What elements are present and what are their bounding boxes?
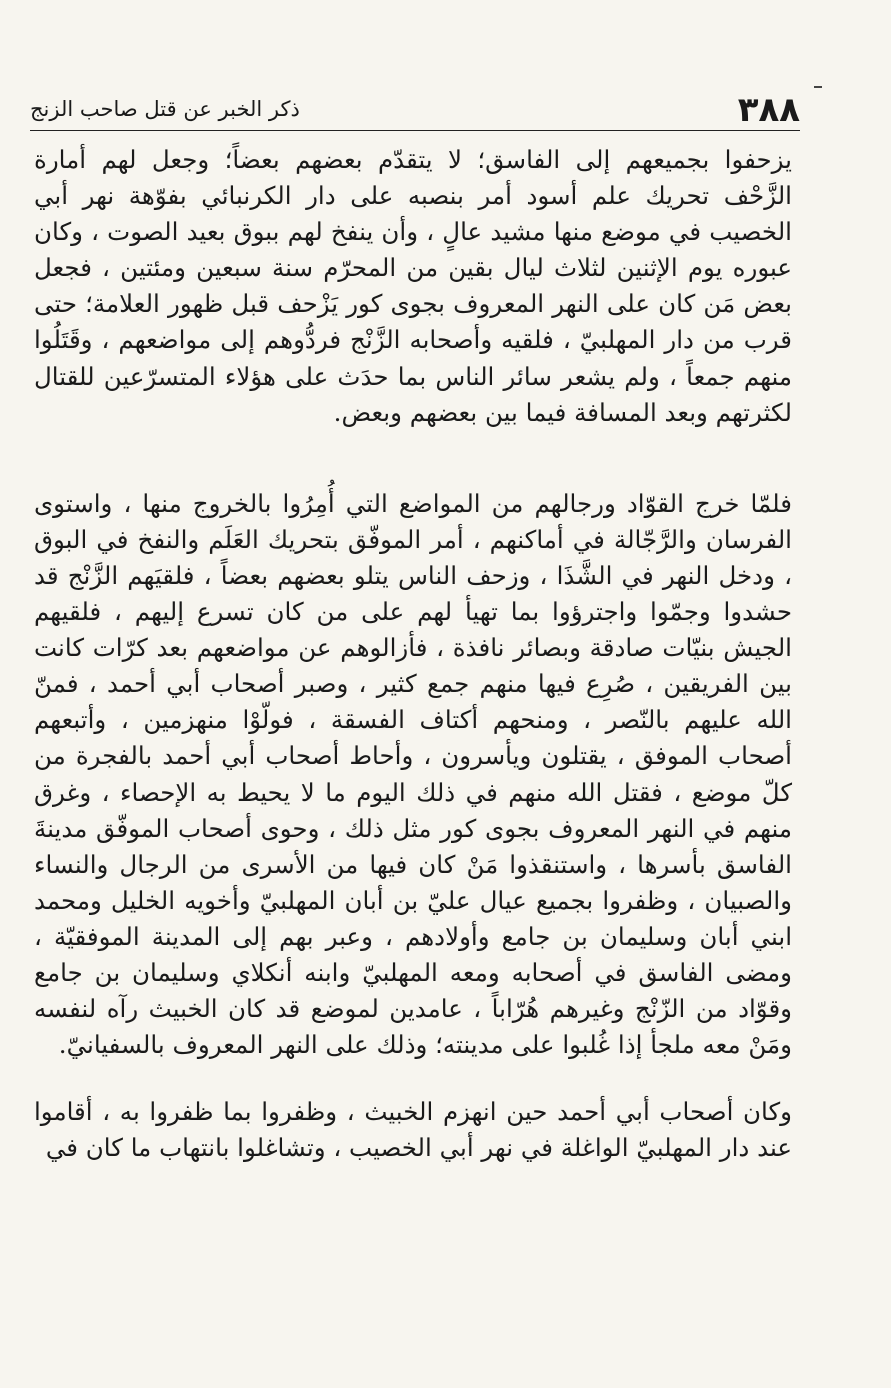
- paragraph-1: يزحفوا بجميعهم إلى الفاسق؛ لا يتقدّم بعضهم بعضاً؛ وجعل لهم أمارة الزَّحْف تحريك علم أسود أمر بنصبه على دار الكرنبائي بفوّهة نهر أبي الخصيب في موضع منها مشيد عالٍ ، وأن ينفخ لهم ببوق بعيد الصوت ، وكان عبوره يوم الإثنين لثلاث ليال بقين من المحرّم سنة سبعين ومئتين ، فجعل بعض مَن كان على النهر المعروف بجوى كور يَزْحف قبل ظهور العلامة؛ حتى قرب من دار المهلبيّ ، فلقيه وأصحابه الزَّنْج فردُّوهم إلى مواضعهم ، وقَتَلُوا منهم جمعاً ، ولم يشعر سائر الناس بما حدَث على هؤلاء المتسرّعين للقتال لكثرتهم وبعد المسافة فيما بين بعضهم وبعض.: [34, 145, 792, 427]
- margin-mark: [814, 86, 822, 88]
- page-header: [30, 86, 800, 131]
- page-number: ٣٨٨: [737, 90, 800, 130]
- paragraph-2: فلمّا خرج القوّاد ورجالهم من المواضع التي أُمِرُوا بالخروج منها ، واستوى الفرسان والرَّجّالة في أماكنهم ، أمر الموفّق بتحريك العَلَم والنفخ في البوق ، ودخل النهر في الشَّذَا ، وزحف الناس يتلو بعضهم بعضاً ، فلقيَهم الزَّنْج قد حشدوا وجمّوا واجترؤوا بما تهيأ لهم على من كان تسرع إليهم ، فلقيهم الجيش بنيّات صادقة وبصائر نافذة ، فأزالوهم عن مواضعهم بعد كرّات كانت بين الفريقين ، صُرِع فيها منهم جمع كثير ، وصبر أصحاب أبي أحمد ، فمنّ الله عليهم بالنّصر ، ومنحهم أكتاف الفسقة ، فولّوْا منهزمين ، وأتبعهم أصحاب الموفق ، يقتلون ويأسرون ، وأحاط أصحاب أبي أحمد بالفجرة من كلّ موضع ، فقتل الله منهم في ذلك اليوم ما لا يحيط به الإحصاء ، وغرق منهم في النهر المعروف بجوى كور مثل ذلك ، وحوى أصحاب الموفّق مدينةَ الفاسق بأسرها ، واستنقذوا مَنْ كان فيها من الأسرى من الرجال والنساء والصبيان ، وظفروا بجميع عيال عليّ بن أبان المهلبيّ وأخويه الخليل ومحمد ابني أبان وسليمان بن جامع وأولادهم ، وعبر بهم إلى المدينة الموفقيّة ، ومضى الفاسق في أصحابه ومعه المهلبيّ وابنه أنكلاي وسليمان بن جامع وقوّاد من الزّنْج وغيرهم هُرّاباً ، عامدين لموضع قد كان الخبيث رآه لنفسه ومَنْ معه ملجأ إذا غُلبوا على مدينته؛ وذلك على النهر المعروف بالسفيانيّ.: [34, 488, 792, 1060]
- page-body: [34, 142, 792, 1166]
- paragraph-3: وكان أصحاب أبي أحمد حين انهزم الخبيث ، وظفروا بما ظفروا به ، أقاموا عند دار المهلبيّ الواغلة في نهر أبي الخصيب ، وتشاغلوا بانتهاب ما كان في: [34, 1097, 792, 1163]
- running-title: ذكر الخبر عن قتل صاحب الزنج: [30, 97, 300, 121]
